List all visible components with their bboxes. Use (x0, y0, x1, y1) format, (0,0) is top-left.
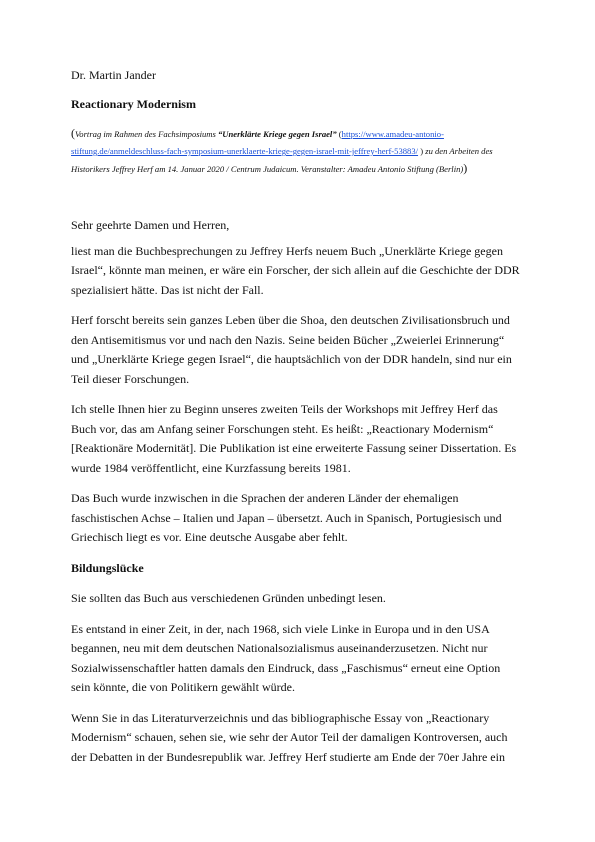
paragraph: Ich stelle Ihnen hier zu Beginn unseres zweiten Teils der Workshops mit Jeffrey Herf das Buch vor, das am Anfang seiner Forschungen steht. Es heißt: „Reactionary Modernism“ [Reaktionäre Modernität]. Die Publikation ist eine erweiterte Fassung seiner Dissertation. Es wurde 1984 veröffentlicht, eine Kurzfassung bereits 1981. (71, 402, 517, 475)
note-close-paren: ) (463, 161, 468, 175)
paragraph: Herf forscht bereits sein ganzes Leben über die Shoa, den deutschen Zivilisationsbruch und den Antisemitismus vor und nach den Nazis. Seine beiden Bücher „Zweierlei Erinnerung“ und „Unerklärte Kriege gegen Israel“, die hauptsächlich von der DDR handeln, sind nur ein Teil dieser Forschungen. (71, 313, 512, 386)
note-event-title: “Unerklärte Kriege gegen Israel” (217, 129, 337, 139)
paragraph: Das Buch wurde inzwischen in die Sprachen der anderen Länder der ehemaligen faschistischen Achse – Italien und Japan – übersetzt. Auch in Spanisch, Portugiesisch und Griechisch liegt es vor. Eine deutsche Ausgabe aber fehlt. (71, 491, 502, 544)
paragraph: Es entstand in einer Zeit, in der, nach 1968, sich viele Linke in Europa und in den USA begannen, neu mit dem deutschen Nationalsozialismus auseinanderzusetzen. Nicht nur Sozialwissenschaftler hatten damals den Eindruck, dass „Faschismus“ erneut eine Option sein könnte, die von Politikern gewählt würde. (71, 621, 501, 694)
paragraph: Sie sollten das Buch aus verschiedenen Gründen unbedingt lesen. (71, 591, 386, 605)
document-page (71, 66, 521, 778)
note-open-paren: ( (71, 126, 75, 140)
note-rest: zu den Arbeiten des Historikers Jeffrey Herf am 14. Januar 2020 / Centrum Judaicum. Veranstalter: Amadeu Antonio Stiftung (Berlin) (71, 146, 493, 174)
note-link-close: ) (418, 146, 426, 156)
note-link-open: ( (336, 129, 342, 139)
symposium-link-line2: stiftung.de/anmeldeschluss-fach-symposium-unerklaerte-kriege-gegen-israel-mit-jeffrey-herf-53883/ (71, 146, 419, 156)
document-title: Reactionary Modernism (71, 96, 196, 111)
salutation: Sehr geehrte Damen und Herren, (71, 218, 230, 232)
paragraph: liest man die Buchbesprechungen zu Jeffrey Herfs neuem Buch „Unerklärte Kriege gegen Israel“, könnte man meinen, er wäre ein Forscher, der sich allein auf die Geschichte der DDR spezialisiert hätte. Das ist nicht der Fall. (71, 243, 520, 297)
symposium-link-line1: https://www.amadeu-antonio- (341, 129, 444, 139)
author-name: Dr. Martin Jander (71, 68, 156, 82)
note-lead: Vortrag im Rahmen des Fachsimposiums (75, 129, 218, 139)
section-heading: Bildungslücke (71, 560, 144, 575)
paragraph: Wenn Sie in das Literaturverzeichnis und das bibliographische Essay von „Reactionary Modernism“ schauen, sehen sie, wie sehr der Autor Teil der damaligen Kontroversen, auch der Debatten in der Bundesrepublik war. Jeffrey Herf studierte am Ende der 70er Jahre ein (71, 710, 508, 764)
lecture-note (71, 125, 521, 178)
